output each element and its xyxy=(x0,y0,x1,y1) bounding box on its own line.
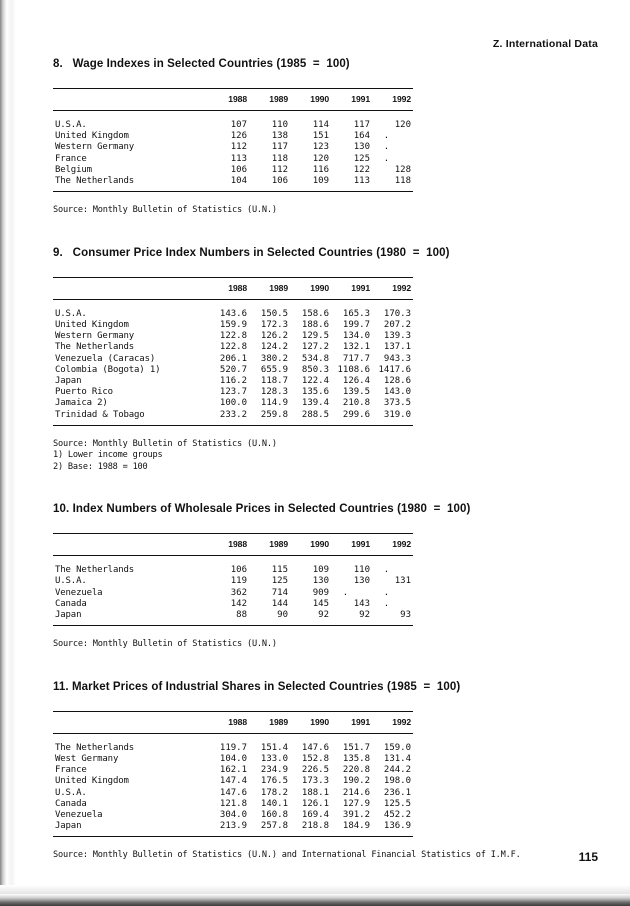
data-cell-value: 143 xyxy=(353,598,370,609)
data-cell-value: 151.4 xyxy=(260,742,288,753)
data-cell-value: 135.6 xyxy=(301,387,329,398)
data-cell-value: 120 xyxy=(312,153,329,164)
data-cell-missing: . xyxy=(383,598,390,609)
country-label: West Germany xyxy=(55,753,119,764)
data-cell-value: 128.6 xyxy=(383,375,411,386)
country-label: Jamaica 2) xyxy=(55,398,108,409)
table-row xyxy=(53,610,413,626)
table-header-row xyxy=(53,711,413,733)
data-cell-value: 117 xyxy=(271,142,288,153)
data-cell-value: 113 xyxy=(331,176,372,192)
country-label: Japan xyxy=(55,375,82,386)
data-cell-value: 118 xyxy=(372,176,413,192)
country-label: Canada xyxy=(55,798,87,809)
data-cell-value: 520.7 xyxy=(219,364,247,375)
table-row xyxy=(53,556,413,577)
table-row xyxy=(53,299,413,320)
table-header-row xyxy=(53,277,413,299)
data-cell-value: 127.9 xyxy=(342,798,370,809)
country-label: Belgium xyxy=(55,164,92,175)
data-cell-value: 113 xyxy=(230,153,247,164)
data-cell-missing: . xyxy=(383,131,390,142)
country-label: Venezuela xyxy=(55,587,103,598)
data-cell-value: 109 xyxy=(290,176,331,192)
data-cell-value: 233.2 xyxy=(208,410,249,426)
tables-container xyxy=(53,58,598,892)
data-cell-value: 218.8 xyxy=(290,821,331,837)
data-cell-value: 104.0 xyxy=(219,753,247,764)
data-cell-value: 134.0 xyxy=(342,331,370,342)
data-cell-value: 850.3 xyxy=(301,364,329,375)
data-cell-value: 123.7 xyxy=(219,387,247,398)
data-cell-value: 131 xyxy=(394,576,411,587)
data-cell-value: 159.9 xyxy=(219,319,247,330)
data-cell-value: 452.2 xyxy=(383,809,411,820)
statistics-table xyxy=(53,88,413,192)
table-row xyxy=(53,154,413,165)
column-header-year: 1990 xyxy=(290,534,331,556)
data-cell-value: 122 xyxy=(353,164,370,175)
country-label: United Kingdom xyxy=(55,131,129,142)
data-cell-value: 299.6 xyxy=(331,410,372,426)
country-label: France xyxy=(55,765,87,776)
data-cell-value: 90 xyxy=(249,610,290,626)
statistics-table xyxy=(53,277,413,426)
country-label: The Netherlands xyxy=(53,176,208,192)
data-cell-value: 125 xyxy=(271,576,288,587)
data-cell-value: 139.4 xyxy=(301,398,329,409)
table-row xyxy=(53,576,413,587)
data-cell-value: 110 xyxy=(353,565,370,576)
table-row xyxy=(53,354,413,365)
column-header-year: 1988 xyxy=(208,277,249,299)
column-header-year: 1991 xyxy=(331,711,372,733)
data-cell-value: 139.5 xyxy=(342,387,370,398)
column-header-year: 1991 xyxy=(331,89,372,111)
table-row xyxy=(53,788,413,799)
data-cell-value: 144 xyxy=(271,598,288,609)
data-cell-value: 88 xyxy=(208,610,249,626)
data-cell-value: 92 xyxy=(331,610,372,626)
data-cell-value: 128.3 xyxy=(260,387,288,398)
data-cell-value: 172.3 xyxy=(260,319,288,330)
column-header-blank xyxy=(53,277,208,299)
country-label: U.S.A. xyxy=(55,787,87,798)
data-cell-value: 118 xyxy=(271,153,288,164)
country-label: Colombia (Bogota) 1) xyxy=(55,364,161,375)
page-number: 115 xyxy=(578,850,598,864)
table-row xyxy=(53,376,413,387)
section-spacer xyxy=(53,217,598,247)
data-cell-value: 110 xyxy=(271,120,288,130)
table-row xyxy=(53,331,413,342)
data-cell-value: 150.5 xyxy=(260,308,288,319)
section-spacer xyxy=(53,651,598,681)
data-cell-value: 259.8 xyxy=(249,410,290,426)
data-cell-value: 129.5 xyxy=(301,331,329,342)
section-spacer xyxy=(53,473,598,503)
data-cell-value: 106 xyxy=(249,176,290,192)
data-cell-value: 123 xyxy=(312,142,329,153)
table-row xyxy=(53,365,413,376)
column-header-year: 1992 xyxy=(372,89,413,111)
data-cell-value: 190.2 xyxy=(342,776,370,787)
table-row xyxy=(53,754,413,765)
data-cell-value: 115 xyxy=(271,565,288,576)
data-cell-value: 214.6 xyxy=(342,787,370,798)
data-cell-value: 135.8 xyxy=(342,753,370,764)
data-cell-value: 151.7 xyxy=(342,742,370,753)
data-cell-value: 124.2 xyxy=(260,342,288,353)
table-row xyxy=(53,131,413,142)
data-cell-value: 126 xyxy=(230,131,247,142)
data-cell-value: 120 xyxy=(394,120,411,130)
data-cell-value: 145 xyxy=(312,598,329,609)
data-cell-value: 188.6 xyxy=(301,319,329,330)
column-header-blank xyxy=(53,711,208,733)
country-label: The Netherlands xyxy=(55,742,135,753)
data-cell-value: 139.3 xyxy=(383,331,411,342)
column-header-year: 1991 xyxy=(331,534,372,556)
data-cell-value: 137.1 xyxy=(383,342,411,353)
table-row xyxy=(53,387,413,398)
data-cell-missing: . xyxy=(342,587,349,598)
data-cell-value: 188.1 xyxy=(301,787,329,798)
data-cell-value: 380.2 xyxy=(260,353,288,364)
table-title: 11. Market Prices of Industrial Shares in Selected Countries (1985 = 100) xyxy=(53,680,461,693)
column-header-year: 1990 xyxy=(290,89,331,111)
data-cell-value: 159.0 xyxy=(383,742,411,753)
country-label: Trinidad & Tobago xyxy=(53,410,208,426)
table-row xyxy=(53,733,413,754)
data-cell-value: 142 xyxy=(230,598,247,609)
data-cell-value: 100.0 xyxy=(219,398,247,409)
data-cell-value: 244.2 xyxy=(383,765,411,776)
data-cell-value: 109 xyxy=(312,565,329,576)
column-header-year: 1992 xyxy=(372,711,413,733)
table-source-note: Source: Monthly Bulletin of Statistics (U.N.) xyxy=(53,205,277,216)
data-cell-value: 162.1 xyxy=(219,765,247,776)
data-cell-value: 206.1 xyxy=(219,353,247,364)
table-row xyxy=(53,821,413,837)
data-cell-value: 126.2 xyxy=(260,331,288,342)
country-label: United Kingdom xyxy=(55,319,129,330)
table-row xyxy=(53,320,413,331)
data-cell-value: 114 xyxy=(312,120,329,130)
table-source-note: Source: Monthly Bulletin of Statistics (U.N.) xyxy=(53,639,277,650)
data-cell-value: 178.2 xyxy=(260,787,288,798)
country-label: Japan xyxy=(53,821,208,837)
country-label: France xyxy=(55,153,87,164)
data-cell-value: 121.8 xyxy=(219,798,247,809)
data-cell-value: 210.8 xyxy=(342,398,370,409)
data-cell-value: 118.7 xyxy=(260,375,288,386)
data-cell-value: 226.5 xyxy=(301,765,329,776)
column-header-year: 1989 xyxy=(249,277,290,299)
data-cell-value: 140.1 xyxy=(260,798,288,809)
data-cell-value: 130 xyxy=(353,142,370,153)
table-row xyxy=(53,799,413,810)
data-cell-value: 130 xyxy=(353,576,370,587)
table-title: 8. Wage Indexes in Selected Countries (1985 = 100) xyxy=(53,58,350,70)
table-block xyxy=(53,503,598,681)
data-cell-value: 138 xyxy=(271,131,288,142)
data-cell-value: 288.5 xyxy=(290,410,331,426)
data-cell-value: 147.4 xyxy=(219,776,247,787)
data-cell-value: 534.8 xyxy=(301,353,329,364)
running-head: Z. International Data xyxy=(492,38,598,50)
column-header-year: 1991 xyxy=(331,277,372,299)
page-content xyxy=(53,58,598,892)
column-header-year: 1989 xyxy=(249,711,290,733)
data-cell-value: 93 xyxy=(372,610,413,626)
country-label: Western Germany xyxy=(55,142,135,153)
table-footnote: 1) Lower income groups xyxy=(53,450,163,461)
table-row xyxy=(53,342,413,353)
column-header-year: 1988 xyxy=(208,711,249,733)
data-cell-value: 152.8 xyxy=(301,753,329,764)
data-cell-value: 169.4 xyxy=(301,809,329,820)
data-cell-value: 236.1 xyxy=(383,787,411,798)
data-cell-value: 213.9 xyxy=(208,821,249,837)
data-cell-value: 717.7 xyxy=(342,353,370,364)
column-header-year: 1989 xyxy=(249,534,290,556)
column-header-year: 1990 xyxy=(290,711,331,733)
column-header-year: 1989 xyxy=(249,89,290,111)
table-row xyxy=(53,810,413,821)
data-cell-value: 119 xyxy=(230,576,247,587)
data-cell-value: 112 xyxy=(271,164,288,175)
data-cell-value: 304.0 xyxy=(219,809,247,820)
table-block xyxy=(53,681,598,892)
column-header-year: 1988 xyxy=(208,89,249,111)
data-cell-value: 127.2 xyxy=(301,342,329,353)
data-cell-value: 362 xyxy=(230,587,247,598)
data-cell-value: 122.4 xyxy=(301,375,329,386)
column-header-year: 1992 xyxy=(372,534,413,556)
country-label: Western Germany xyxy=(55,331,135,342)
data-cell-value: 164 xyxy=(353,131,370,142)
table-title: 9. Consumer Price Index Numbers in Selected Countries (1980 = 100) xyxy=(53,246,450,259)
table-header-row xyxy=(53,534,413,556)
data-cell-value: 122.8 xyxy=(219,331,247,342)
table-row xyxy=(53,599,413,610)
data-cell-value: 198.0 xyxy=(383,776,411,787)
table-source-note: Source: Monthly Bulletin of Statistics (U.N.) and International Financial Statistics of I.M.F. xyxy=(53,850,521,861)
data-cell-value: 116.2 xyxy=(219,375,247,386)
data-cell-value: 160.8 xyxy=(260,809,288,820)
data-cell-value: 943.3 xyxy=(383,353,411,364)
data-cell-value: 147.6 xyxy=(301,742,329,753)
data-cell-value: 165.3 xyxy=(342,308,370,319)
data-cell-missing: . xyxy=(383,153,390,164)
data-cell-value: 909 xyxy=(312,587,329,598)
data-cell-value: 147.6 xyxy=(219,787,247,798)
country-label: U.S.A. xyxy=(55,576,87,587)
data-cell-value: 133.0 xyxy=(260,753,288,764)
country-label: U.S.A. xyxy=(55,308,87,319)
column-header-blank xyxy=(53,534,208,556)
data-cell-value: 136.9 xyxy=(372,821,413,837)
data-cell-missing: . xyxy=(383,587,390,598)
country-label: Canada xyxy=(55,598,87,609)
data-cell-value: 117 xyxy=(353,120,370,130)
data-cell-value: 257.8 xyxy=(249,821,290,837)
data-cell-value: 125.5 xyxy=(383,798,411,809)
data-cell-value: 130 xyxy=(312,576,329,587)
table-row xyxy=(53,776,413,787)
data-cell-value: 234.9 xyxy=(260,765,288,776)
table-row xyxy=(53,410,413,426)
table-row xyxy=(53,588,413,599)
data-cell-value: 373.5 xyxy=(383,398,411,409)
country-label: The Netherlands xyxy=(55,565,135,576)
table-row xyxy=(53,176,413,192)
data-cell-missing: . xyxy=(383,565,390,576)
country-label: Japan xyxy=(53,610,208,626)
data-cell-value: 199.7 xyxy=(342,319,370,330)
data-cell-value: 106 xyxy=(230,565,247,576)
table-row xyxy=(53,398,413,409)
data-cell-value: 114.9 xyxy=(260,398,288,409)
data-cell-value: 128 xyxy=(394,164,411,175)
data-cell-value: 1108.6 xyxy=(337,364,370,375)
data-cell-value: 176.5 xyxy=(260,776,288,787)
data-cell-value: 1417.6 xyxy=(378,364,411,375)
data-cell-value: 391.2 xyxy=(342,809,370,820)
table-source-note: Source: Monthly Bulletin of Statistics (U.N.) xyxy=(53,438,277,449)
data-cell-value: 116 xyxy=(312,164,329,175)
table-row xyxy=(53,765,413,776)
data-cell-value: 126.1 xyxy=(301,798,329,809)
column-header-year: 1990 xyxy=(290,277,331,299)
data-cell-value: 207.2 xyxy=(383,319,411,330)
column-header-year: 1988 xyxy=(208,534,249,556)
data-cell-value: 184.9 xyxy=(331,821,372,837)
table-row xyxy=(53,165,413,176)
country-label: Puerto Rico xyxy=(55,387,113,398)
data-cell-value: 92 xyxy=(290,610,331,626)
data-cell-value: 126.4 xyxy=(342,375,370,386)
data-cell-value: 173.3 xyxy=(301,776,329,787)
country-label: The Netherlands xyxy=(55,342,135,353)
data-cell-value: 119.7 xyxy=(219,742,247,753)
country-label: U.S.A. xyxy=(55,120,87,130)
data-cell-value: 131.4 xyxy=(383,753,411,764)
data-cell-value: 220.8 xyxy=(342,765,370,776)
data-cell-value: 158.6 xyxy=(301,308,329,319)
column-header-year: 1992 xyxy=(372,277,413,299)
data-cell-value: 143.0 xyxy=(383,387,411,398)
data-cell-value: 170.3 xyxy=(383,308,411,319)
country-label: United Kingdom xyxy=(55,776,129,787)
data-cell-value: 655.9 xyxy=(260,364,288,375)
table-block xyxy=(53,247,598,504)
country-label: Venezuela (Caracas) xyxy=(55,353,156,364)
data-cell-value: 107 xyxy=(230,120,247,130)
data-cell-value: 714 xyxy=(271,587,288,598)
data-cell-value: 319.0 xyxy=(372,410,413,426)
data-cell-value: 143.6 xyxy=(219,308,247,319)
table-row xyxy=(53,142,413,153)
table-footnote: 2) Base: 1988 = 100 xyxy=(53,461,148,472)
table-block xyxy=(53,58,598,247)
data-cell-value: 125 xyxy=(353,153,370,164)
section-spacer xyxy=(53,862,598,892)
table-header-row xyxy=(53,89,413,111)
table-row xyxy=(53,111,413,132)
statistics-table xyxy=(53,711,413,838)
column-header-blank xyxy=(53,89,208,111)
statistics-table xyxy=(53,533,413,626)
data-cell-value: 104 xyxy=(208,176,249,192)
data-cell-value: 151 xyxy=(312,131,329,142)
data-cell-value: 106 xyxy=(230,164,247,175)
table-title: 10. Index Numbers of Wholesale Prices in Selected Countries (1980 = 100) xyxy=(53,503,471,516)
country-label: Venezuela xyxy=(55,809,103,820)
data-cell-value: 122.8 xyxy=(219,342,247,353)
data-cell-value: 132.1 xyxy=(342,342,370,353)
data-cell-missing: . xyxy=(383,142,390,153)
data-cell-value: 112 xyxy=(230,142,247,153)
